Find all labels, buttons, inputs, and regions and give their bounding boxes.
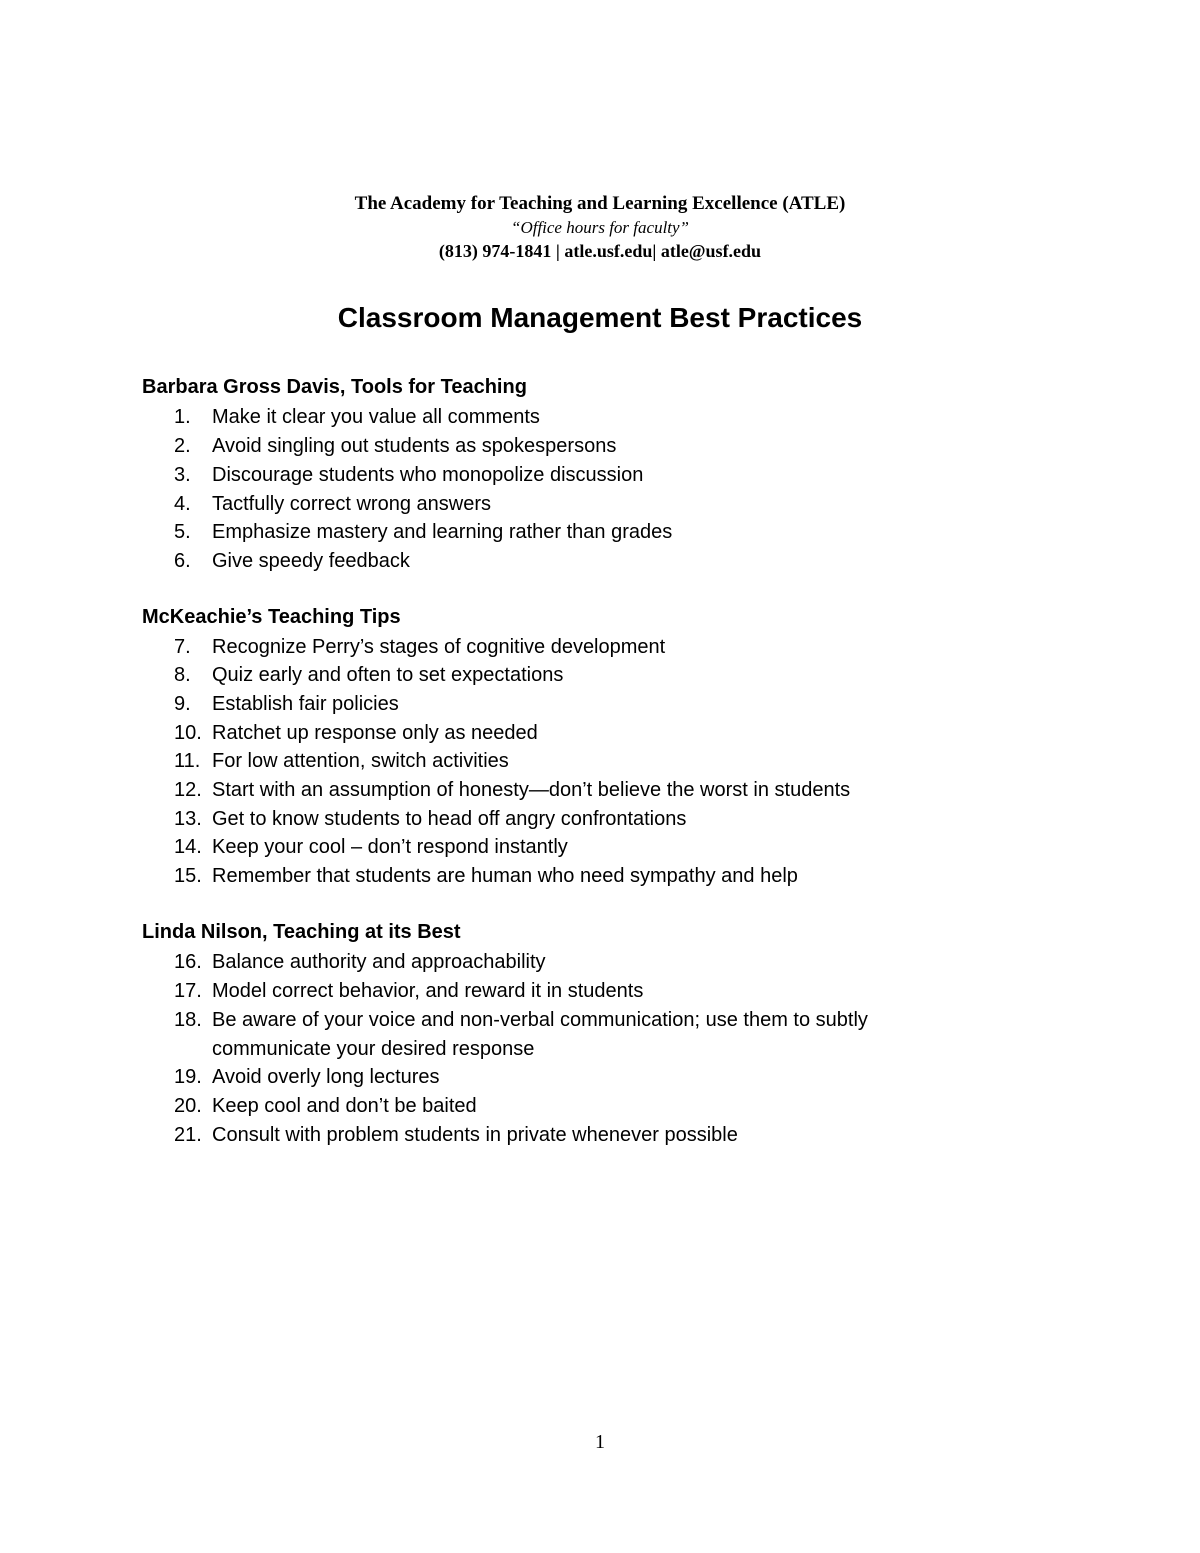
page-number: 1 <box>595 1431 605 1453</box>
list-item-number: 17. <box>174 980 202 1002</box>
list-item-number: 3. <box>174 464 191 486</box>
list-item-text: Avoid overly long lectures <box>212 1066 440 1088</box>
list-item-number: 9. <box>174 693 191 715</box>
list-item-text: Model correct behavior, and reward it in students <box>212 980 644 1002</box>
list-item-number: 18. <box>174 1009 202 1031</box>
list-item-number: 11. <box>174 750 201 772</box>
list-item-text: Be aware of your voice and non-verbal communication; use them to subtly communicate your desired response <box>212 1009 868 1060</box>
section-heading-mckeachie: McKeachie’s Teaching Tips <box>142 606 401 628</box>
list-item-text: Avoid singling out students as spokespersons <box>212 435 617 457</box>
list-item-text: Emphasize mastery and learning rather than grades <box>212 521 673 543</box>
list-item-text: Discourage students who monopolize discussion <box>212 464 644 486</box>
list-item-text: Consult with problem students in private whenever possible <box>212 1124 738 1146</box>
list-item-number: 5. <box>174 521 191 543</box>
list-item-number: 12. <box>174 779 202 801</box>
tagline: “Office hours for faculty” <box>510 218 690 237</box>
list-item-text: Keep cool and don’t be baited <box>212 1095 477 1117</box>
list-item-number: 1. <box>174 406 191 428</box>
list-item-number: 16. <box>174 951 202 973</box>
section-heading-nilson: Linda Nilson, Teaching at its Best <box>142 921 461 943</box>
list-item-text: Tactfully correct wrong answers <box>212 493 491 515</box>
list-item-text: Start with an assumption of honesty—don’t believe the worst in students <box>212 779 851 801</box>
page-title: Classroom Management Best Practices <box>337 302 863 333</box>
list-item-text: Quiz early and often to set expectations <box>212 664 564 686</box>
list-item-text: Give speedy feedback <box>212 550 410 572</box>
contact-line: (813) 974-1841 | atle.usf.edu| atle@usf.edu <box>438 241 762 261</box>
list-item-number: 6. <box>174 550 191 572</box>
list-item-number: 19. <box>174 1066 202 1088</box>
list-item-number: 7. <box>174 636 191 658</box>
list-item-number: 8. <box>174 664 191 686</box>
list-item-text: Establish fair policies <box>212 693 399 715</box>
list-item-text: Balance authority and approachability <box>212 951 546 973</box>
list-item-number: 2. <box>174 435 191 457</box>
list-item-text: Get to know students to head off angry confrontations <box>212 808 687 830</box>
list-item-text: Recognize Perry’s stages of cognitive development <box>212 636 666 658</box>
list-item-number: 14. <box>174 836 202 858</box>
list-item-number: 10. <box>174 722 202 744</box>
list-item-text: Make it clear you value all comments <box>212 406 540 428</box>
section-heading-davis: Barbara Gross Davis, Tools for Teaching <box>142 376 527 398</box>
organization-name: The Academy for Teaching and Learning Excellence (ATLE) <box>354 193 846 214</box>
list-item-text: Keep your cool – don’t respond instantly <box>212 836 568 858</box>
list-item-text: Remember that students are human who need sympathy and help <box>212 865 798 887</box>
list-item-number: 4. <box>174 493 191 515</box>
list-item-text: Ratchet up response only as needed <box>212 722 538 744</box>
list-item-number: 13. <box>174 808 202 830</box>
list-item-number: 20. <box>174 1095 202 1117</box>
list-item-number: 15. <box>174 865 202 887</box>
list-item-text: For low attention, switch activities <box>212 750 509 772</box>
list-item-number: 21. <box>174 1124 202 1146</box>
